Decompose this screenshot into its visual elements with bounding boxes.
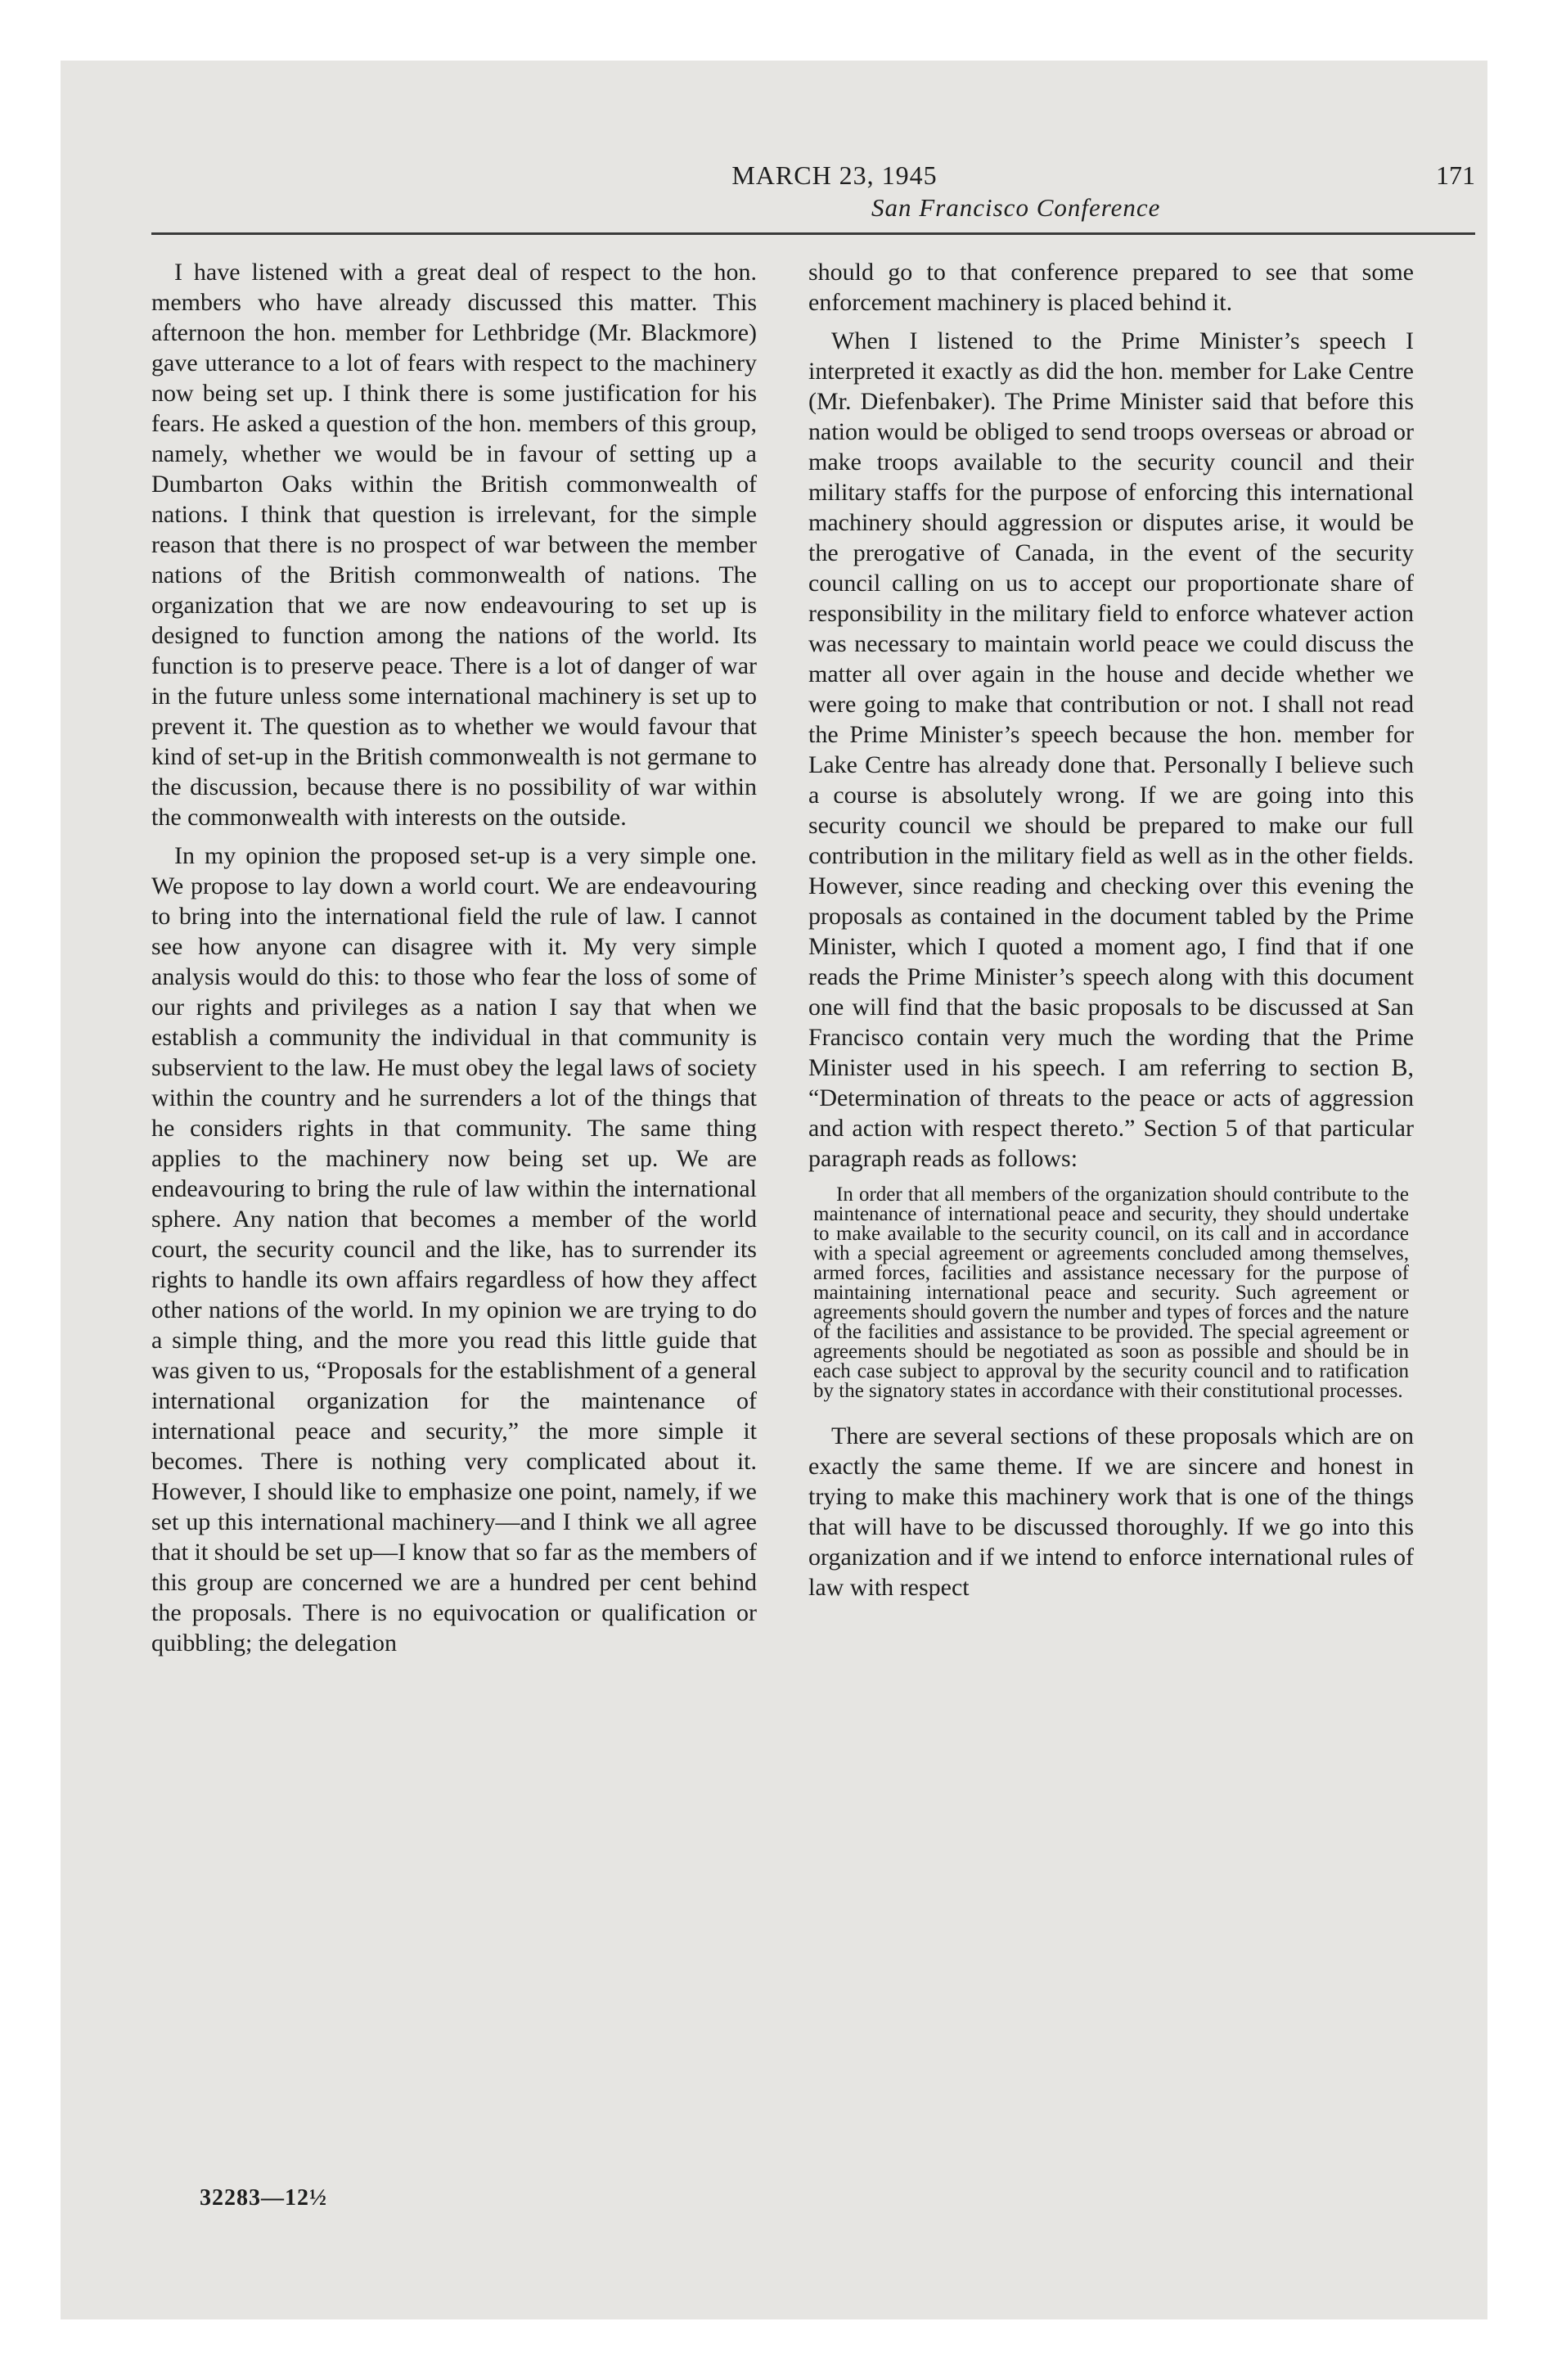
footer-code: 32283—12½ [200, 2185, 327, 2211]
paragraph: I have listened with a great deal of respect to the hon. members who have already discussed this matter. This afternoon the hon. member for Lethbridge (Mr. Blackmore) gave utterance to a lot of fears with respect to the machinery now being set up. I think there is some justification for his fears. He asked a question of the hon. members of this group, namely, whether we would be in favour of setting up a Dumbarton Oaks within the British commonwealth of nations. I think that question is irrelevant, for the simple reason that there is no prospect of war between the member nations of the British commonwealth of nations. The organization that we are now endeavouring to set up is designed to function among the nations of the world. Its function is to preserve peace. There is a lot of danger of war in the future unless some international machinery is set up to prevent it. The question as to whether we would favour that kind of set-up in the British commonwealth is not germane to the discussion, because there is no possibility of war within the commonwealth with interests on the outside. [151, 259, 757, 831]
document-page [61, 61, 1487, 2319]
paragraph: When I listened to the Prime Minister’s speech I interpreted it exactly as did the hon. member for Lake Centre (Mr. Diefenbaker). The Prime Minister said that before this nation would be obliged to send troops overseas or abroad or make troops available to the security council and their military staffs for the purpose of enforcing this international machinery should aggression or disputes arise, it would be the prerogative of Canada, in the event of the security council calling on us to accept our proportionate share of responsibility in the military field to enforce whatever action was necessary to maintain world peace we could discuss the matter all over again in the house and decide whether we were going to make that contribution or not. I shall not read the Prime Minister’s speech because the hon. member for Lake Centre has already done that. Personally I believe such a course is absolutely wrong. If we are going into this security council we should be prepared to make our full contribution in the military field as well as in the other fields. However, since reading and checking over this evening the proposals as contained in the document tabled by the Prime Minister, which I quoted a moment ago, I find that if one reads the Prime Minister’s speech along with this document one will find that the basic proposals to be discussed at San Francisco contain very much the wording that the Prime Minister used in his speech. I am referring to section B, “Determination of threats to the peace or acts of aggression and action with respect thereto.” Section 5 of that particular paragraph reads as follows: [808, 327, 1414, 1172]
paragraph: There are several sections of these proposals which are on exactly the same theme. If we are sincere and honest in trying to make this machinery work that is one of the things that will have to be discussed thoroughly. If we go into this organization and if we intend to enforce international rules of law with respect [808, 1422, 1414, 1601]
header-section-title: San Francisco Conference [871, 193, 1161, 222]
header-rule [151, 232, 1475, 235]
left-column [151, 257, 757, 1666]
right-column [808, 257, 1414, 1611]
block-quote: In order that all members of the organization should contribute to the maintenance of international peace and security, they should undertake to make available to the security council, on its call and in accordance with a special agreement or agreements concluded among themselves, armed forces, facilities and assistance necessary for the purpose of maintaining international peace and security. Such agreement or agreements should govern the number and types of forces and the nature of the facilities and assistance to be provided. The special agreement or agreements should be negotiated as soon as possible and should be in each case subject to approval by the security council and to ratification by the signatory states in accordance with their constitutional processes. [813, 1183, 1409, 1402]
header-date: MARCH 23, 1945 [731, 160, 938, 190]
paragraph: should go to that conference prepared to see that some enforcement machinery is placed behind it. [808, 259, 1414, 316]
page-number: 171 [1436, 160, 1475, 190]
paragraph: In my opinion the proposed set-up is a very simple one. We propose to lay down a world court. We are endeavouring to bring into the international field the rule of law. I cannot see how anyone can disagree with it. My very simple analysis would do this: to those who fear the loss of some of our rights and privileges as a nation I say that when we establish a community the individual in that community is subservient to the law. He must obey the legal laws of society within the country and he surrenders a lot of the things that he considers rights in that community. The same thing applies to the machinery now being set up. We are endeavouring to bring the rule of law within the international sphere. Any nation that becomes a member of the world court, the security council and the like, has to surrender its rights to handle its own affairs regardless of how they affect other nations of the world. In my opinion we are trying to do a simple thing, and the more you read this little guide that was given to us, “Proposals for the establishment of a general international organization for the maintenance of international peace and security,” the more simple it becomes. There is nothing very complicated about it. However, I should like to emphasize one point, namely, if we set up this international machinery—and I think we all agree that it should be set up—I know that so far as the members of this group are concerned we are a hundred per cent behind the proposals. There is no equivocation or qualification or quibbling; the delegation [151, 842, 757, 1657]
